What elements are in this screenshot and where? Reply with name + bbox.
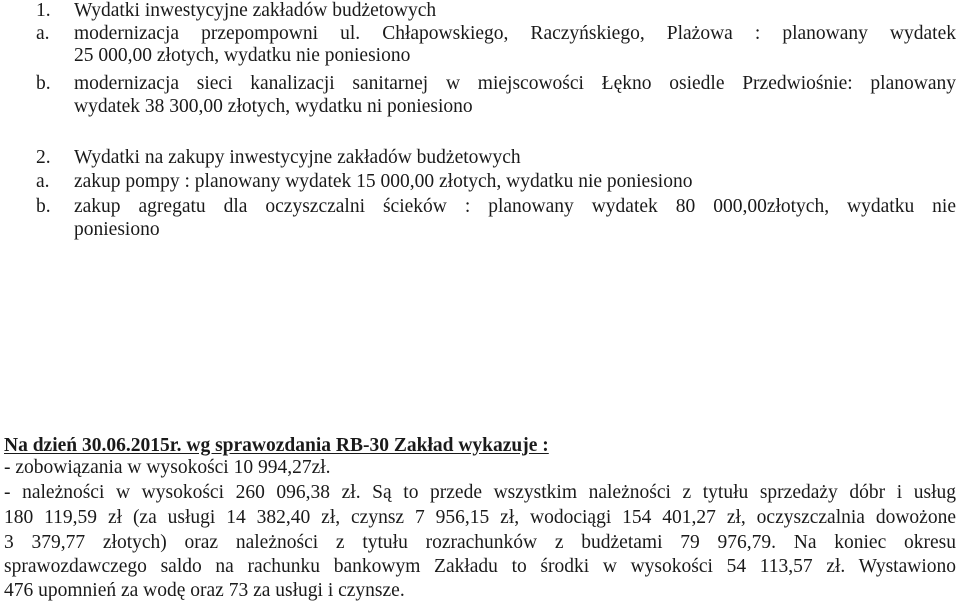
section-2-title: Wydatki na zakupy inwestycyjne zakładów budżetowych — [74, 147, 521, 168]
section-1-title: Wydatki inwestycyjne zakładów budżetowych — [74, 0, 437, 21]
report-line-3: 180 119,59 zł (za usługi 14 382,40 zł, czynsz 7 956,15 zł, wodociągi 154 401,27 zł, oczyszczalnia dowożone — [4, 507, 956, 528]
section-1-item-a-line-1: modernizacja przepompowni ul. Chłapowskiego, Raczyńskiego, Plażowa : planowany wydatek — [74, 23, 956, 44]
section-2-item-b-line-1: zakup agregatu dla oczyszczalni ścieków : planowany wydatek 80 000,00złotych, wydatku nie — [74, 196, 956, 217]
report-heading: Na dzień 30.06.2015r. wg sprawozdania RB-30 Zakład wykazuje : — [4, 435, 549, 456]
section-2-item-b-line-2: poniesiono — [74, 219, 160, 240]
section-1-number: 1. — [36, 0, 51, 21]
section-2-item-a-line-1: zakup pompy : planowany wydatek 15 000,00 złotych, wydatku nie poniesiono — [74, 171, 693, 192]
section-1-item-b-line-2: wydatek 38 300,00 złotych, wydatku ni poniesiono — [74, 96, 473, 117]
report-line-4: 3 379,77 złotych) oraz należności z tytułu rozrachunków z budżetami 79 976,79. Na koniec okresu — [4, 532, 956, 553]
report-line-5: sprawozdawczego saldo na rachunku bankowym Zakładu to środki w wysokości 54 113,57 zł. Wystawiono — [4, 556, 956, 577]
section-2-item-a-marker: a. — [36, 171, 50, 192]
report-line-1: - zobowiązania w wysokości 10 994,27zł. — [4, 457, 331, 478]
section-1-item-a-line-2: 25 000,00 złotych, wydatku nie poniesiono — [74, 45, 411, 66]
section-1-item-b-marker: b. — [36, 73, 51, 94]
section-1-item-a-marker: a. — [36, 23, 50, 44]
report-line-6: 476 upomnień za wodę oraz 73 za usługi i czynsze. — [4, 580, 405, 601]
report-line-2: - należności w wysokości 260 096,38 zł. Są to przede wszystkim należności z tytułu sprzedaży dóbr i usług — [4, 482, 956, 503]
section-1-item-b-line-1: modernizacja sieci kanalizacji sanitarnej w miejscowości Łękno osiedle Przedwiośnie: planowany — [74, 73, 956, 94]
section-2-item-b-marker: b. — [36, 196, 51, 217]
section-2-number: 2. — [36, 147, 51, 168]
